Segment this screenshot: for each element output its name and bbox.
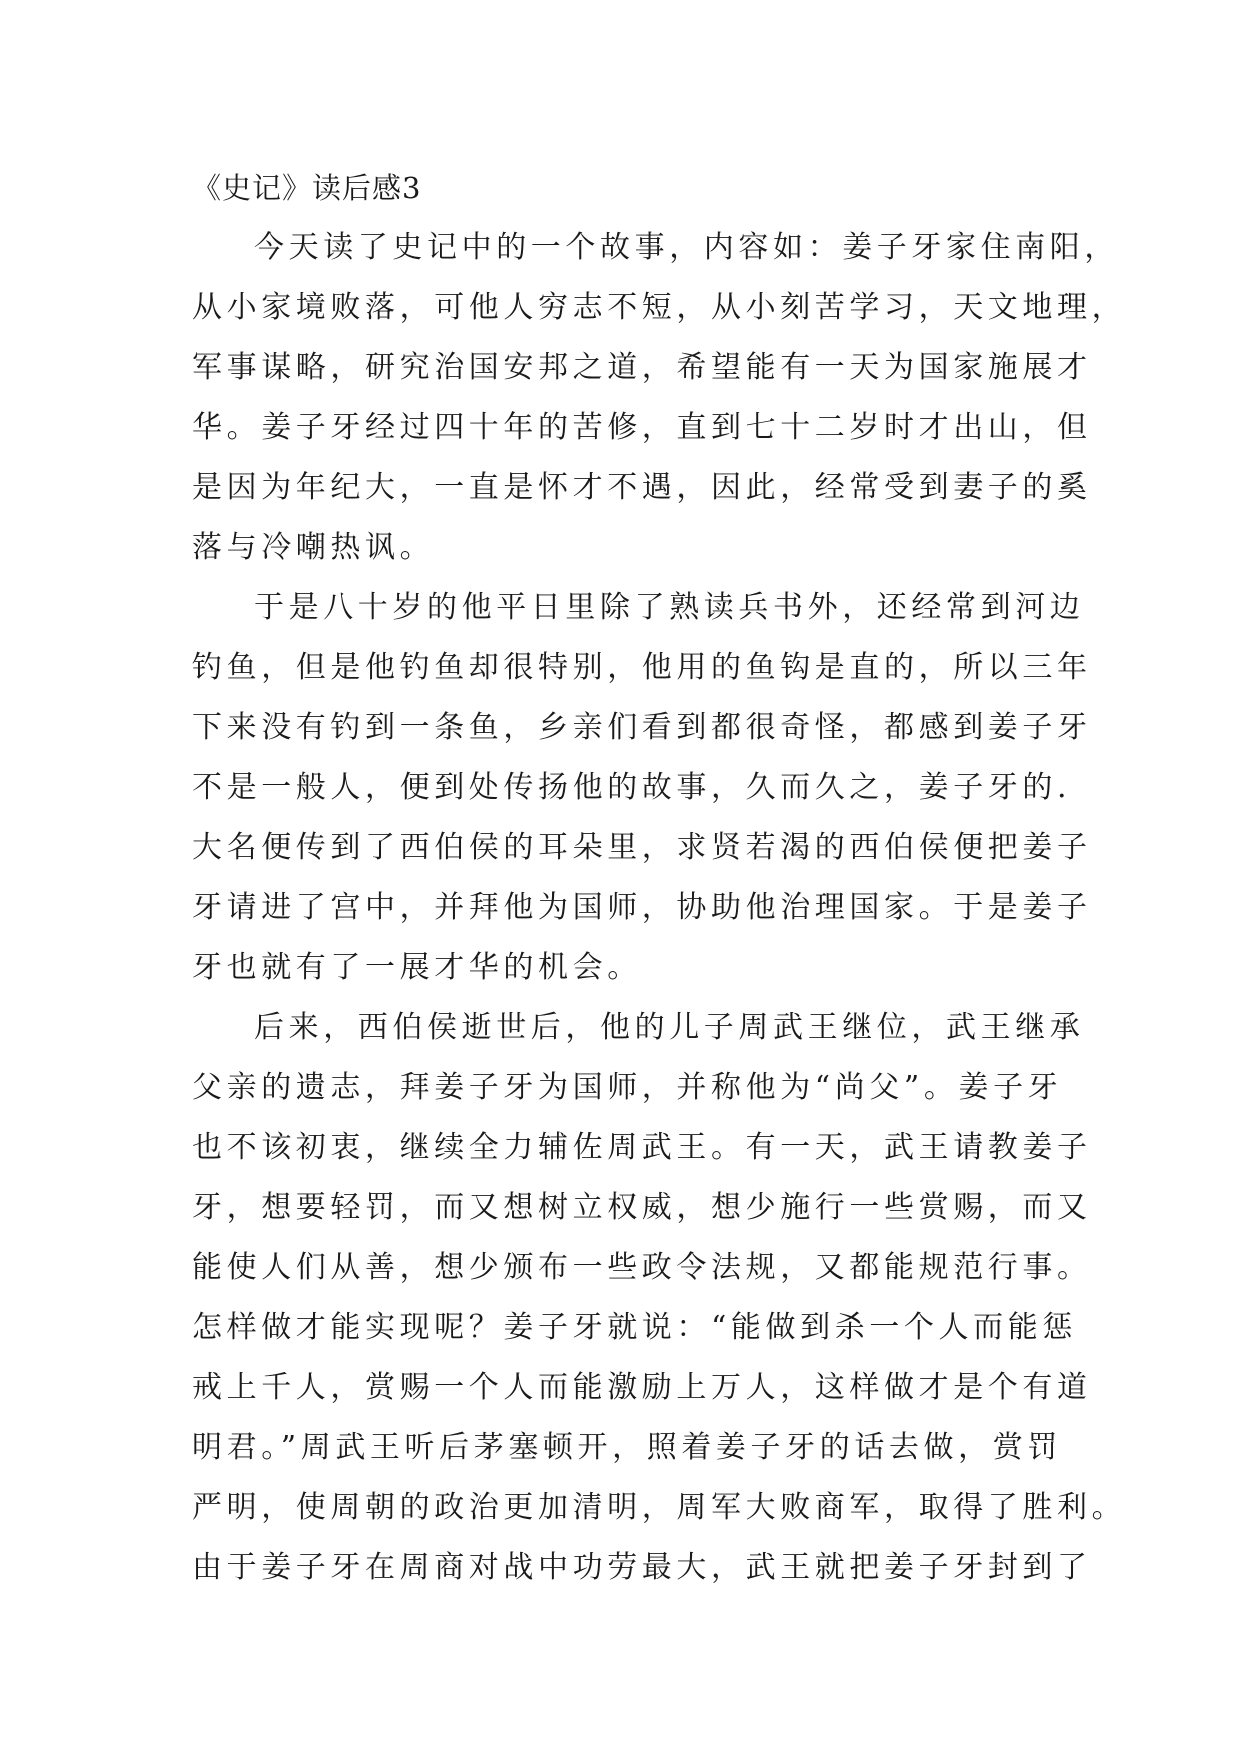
text-line: 于是八十岁的他平日里除了熟读兵书外，还经常到河边 bbox=[254, 590, 1085, 625]
text-line: 落与冷嘲热讽。 bbox=[192, 530, 435, 565]
text-line: 戒上千人，赏赐一个人而能激励上万人，这样做才是个有道 bbox=[192, 1370, 1092, 1405]
text-line: 大名便传到了西伯侯的耳朵里，求贤若渴的西伯侯便把姜子 bbox=[192, 830, 1092, 865]
text-line: 父亲的遗志，拜姜子牙为国师，并称他为“尚父”。姜子牙 bbox=[192, 1070, 1063, 1105]
text-line: 也不该初衷，继续全力辅佐周武王。有一天，武王请教姜子 bbox=[192, 1130, 1092, 1165]
text-line: 明君。”周武王听后茅塞顿开，照着姜子牙的话去做，赏罚 bbox=[192, 1430, 1062, 1465]
text-line: 牙请进了宫中，并拜他为国师，协助他治理国家。于是姜子 bbox=[192, 890, 1092, 925]
text-line: 下来没有钓到一条鱼，乡亲们看到都很奇怪，都感到姜子牙 bbox=[192, 710, 1092, 745]
text-line: 牙也就有了一展才华的机会。 bbox=[192, 950, 642, 985]
text-line: 后来，西伯侯逝世后，他的儿子周武王继位，武王继承 bbox=[254, 1010, 1085, 1045]
text-line: 是因为年纪大，一直是怀才不遇，因此，经常受到妻子的奚 bbox=[192, 470, 1092, 505]
text-line: 牙，想要轻罚，而又想树立权威，想少施行一些赏赐，而又 bbox=[192, 1190, 1092, 1225]
text-line: 怎样做才能实现呢？姜子牙就说：“能做到杀一个人而能惩 bbox=[192, 1310, 1077, 1345]
text-line: 华。姜子牙经过四十年的苦修，直到七十二岁时才出山，但 bbox=[192, 410, 1092, 445]
text-line: 严明，使周朝的政治更加清明，周军大败商军，取得了胜利。 bbox=[192, 1490, 1127, 1525]
text-line: 由于姜子牙在周商对战中功劳最大，武王就把姜子牙封到了 bbox=[192, 1550, 1092, 1585]
text-line: 钓鱼，但是他钓鱼却很特别，他用的鱼钩是直的，所以三年 bbox=[192, 650, 1092, 685]
document-title: 《史记》读后感3 bbox=[192, 171, 422, 205]
text-line: 军事谋略，研究治国安邦之道，希望能有一天为国家施展才 bbox=[192, 350, 1092, 385]
text-line: 今天读了史记中的一个故事，内容如：姜子牙家住南阳， bbox=[254, 230, 1119, 265]
text-line: 能使人们从善，想少颁布一些政令法规，又都能规范行事。 bbox=[192, 1250, 1092, 1285]
text-line: 不是一般人，便到处传扬他的故事，久而久之，姜子牙的. bbox=[192, 770, 1072, 805]
text-line: 从小家境败落，可他人穷志不短，从小刻苦学习，天文地理， bbox=[192, 290, 1127, 325]
